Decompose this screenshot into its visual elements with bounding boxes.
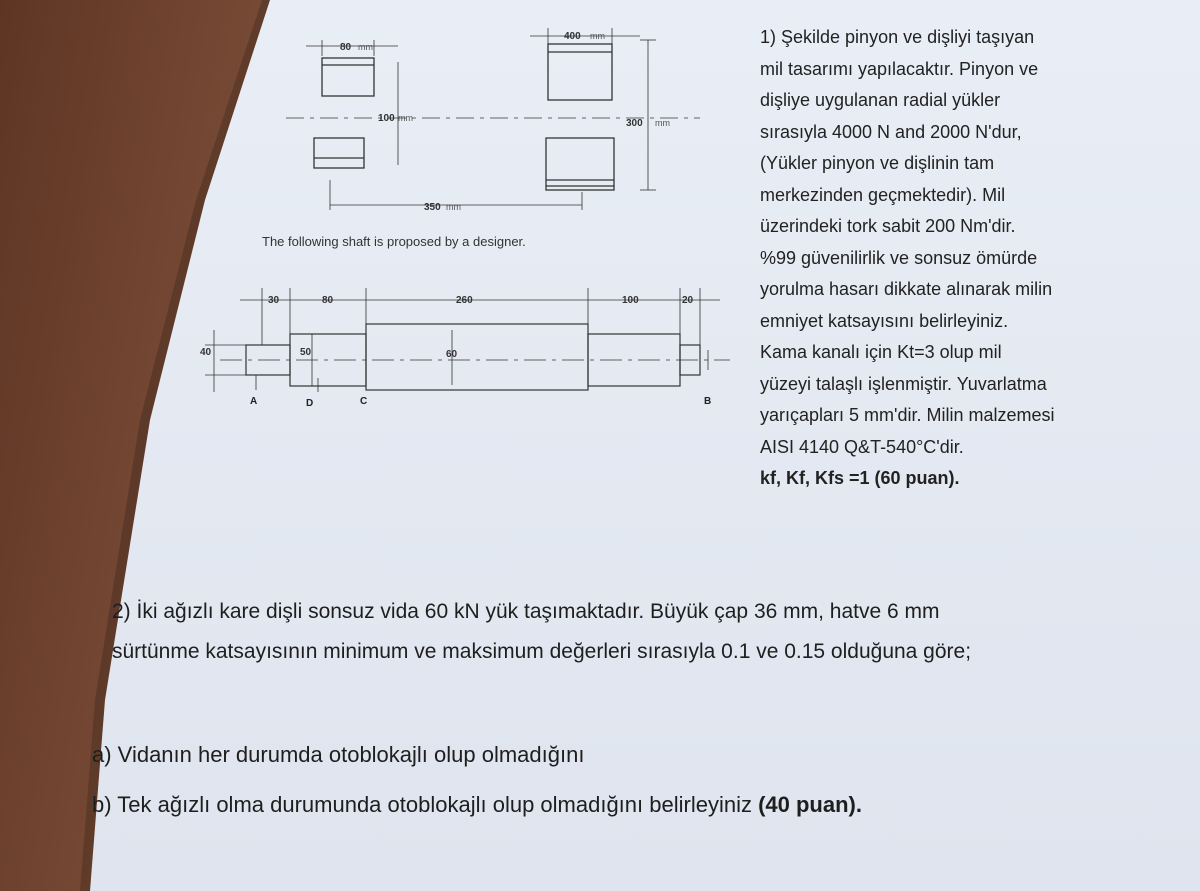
q1-line: üzerindeki tork sabit 200 Nm'dir. — [760, 216, 1016, 236]
unit-mm-2: mm — [398, 113, 413, 123]
dim-260: 260 — [456, 295, 473, 306]
q1-line: dişliye uygulanan radial yükler — [760, 90, 1001, 110]
dim-400: 400 — [564, 31, 581, 42]
label-a: A — [250, 396, 258, 407]
dim-50: 50 — [300, 347, 312, 358]
dim-300: 300 — [626, 118, 643, 129]
dim-100-shaft: 100 — [622, 295, 639, 306]
q1-line: %99 güvenilirlik ve sonsuz ömürde — [760, 247, 1038, 268]
dim-100-top: 100 — [378, 113, 395, 124]
q1-line: emniyet katsayısını belirleyiniz. — [760, 310, 1009, 331]
q1-line: yarıçapları 5 mm'dir. Milin malzemesi — [760, 405, 1055, 425]
dim-80-top: 80 — [340, 42, 352, 53]
label-b: B — [704, 396, 712, 407]
dim-60: 60 — [446, 349, 458, 360]
q2-part-b — [92, 792, 862, 818]
unit-mm-4: mm — [655, 118, 670, 128]
q1-line: merkezinden geçmektedir). Mil — [760, 184, 1006, 205]
q1-line: yüzeyi talaşlı işlenmiştir. Yuvarlatma — [760, 373, 1047, 394]
q1-line: mil tasarımı yapılacaktır. Pinyon ve — [760, 58, 1039, 79]
q1-line: sırasıyla 4000 N and 2000 N'dur, — [760, 121, 1022, 142]
q2-part-b-text: b) Tek ağızlı olma durumunda otoblokajlı olup olmadığını belirleyiniz — [92, 792, 759, 817]
label-c: C — [360, 396, 368, 407]
unit-mm-3: mm — [590, 31, 605, 41]
q1-line: AISI 4140 Q&T-540°C'dir. — [760, 436, 964, 457]
label-d: D — [306, 398, 314, 409]
dim-80-shaft: 80 — [322, 295, 334, 306]
dim-30: 30 — [268, 295, 280, 306]
dim-350: 350 — [424, 202, 441, 213]
q2-line-2: sürtünme katsayısının minimum ve maksimum değerleri sırasıyla 0.1 ve 0.15 olduğuna göre; — [112, 640, 972, 663]
figure-caption: The following shaft is proposed by a designer. — [262, 234, 526, 249]
q1-line: yorulma hasarı dikkate alınarak milin — [760, 279, 1053, 299]
q1-line: 1) Şekilde pinyon ve dişliyi taşıyan — [760, 27, 1035, 47]
unit-mm-1: mm — [358, 42, 373, 52]
dim-40: 40 — [200, 347, 212, 358]
q1-line: (Yükler pinyon ve dişlinin tam — [760, 153, 995, 173]
q2-part-b-points: (40 puan). — [758, 792, 862, 817]
q1-points-line: kf, Kf, Kfs =1 (60 puan). — [760, 468, 960, 488]
q2-line-1: 2) İki ağızlı kare dişli sonsuz vida 60 kN yük taşımaktadır. Büyük çap 36 mm, hatve 6 mm — [112, 600, 940, 623]
unit-mm-5: mm — [446, 202, 461, 212]
dim-20: 20 — [682, 295, 694, 306]
q2-part-a: a) Vidanın her durumda otoblokajlı olup olmadığını — [92, 742, 585, 767]
question-2 — [112, 592, 1200, 672]
question-1 — [760, 22, 1180, 495]
q1-line: Kama kanalı için Kt=3 olup mil — [760, 342, 1002, 362]
